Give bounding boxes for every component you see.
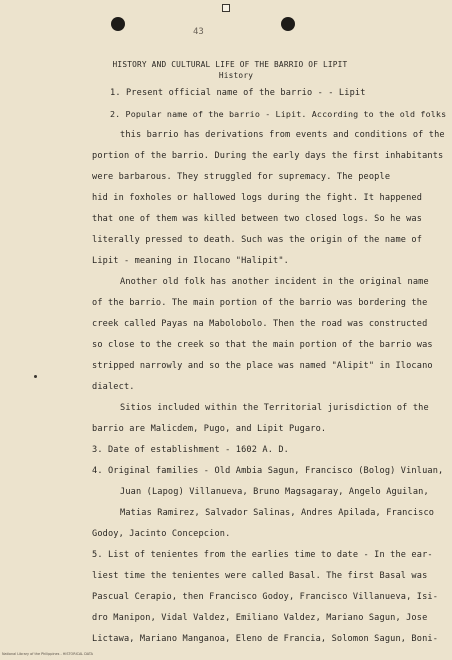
text-line: hid in foxholes or hallowed logs during the fight. It happened [92, 193, 423, 203]
text-line: 5. List of tenientes from the earlies time to date - In the ear- [92, 550, 433, 560]
text-line: 4. Original families - Old Ambia Sagun, Francisco (Bolog) Vinluan, [92, 466, 444, 476]
text-line: dialect. [92, 382, 135, 392]
text-line: 3. Date of establishment - 1602 A. D. [92, 445, 289, 455]
text-line: 2. Popular name of the barrio - Lipit. According to the old folks [110, 109, 447, 119]
text-line: that one of them was killed between two closed logs. So he was [92, 214, 423, 224]
text-line: Matias Ramirez, Salvador Salinas, Andres Apilada, Francisco [120, 508, 435, 518]
text-line: barrio are Malicdem, Pugo, and Lipit Pugaro. [92, 424, 327, 434]
text-line: liest time the tenientes were called Basal. The first Basal was [92, 571, 428, 581]
text-line: creek called Payas na Mabolobolo. Then the road was constructed [92, 319, 428, 329]
text-line: this barrio has derivations from events and conditions of the [120, 130, 445, 140]
punch-hole [111, 17, 125, 31]
text-line: of the barrio. The main portion of the barrio was bordering the [92, 298, 428, 308]
punch-hole [281, 17, 295, 31]
page-marker [222, 4, 230, 12]
text-line: 1. Present official name of the barrio - - Lipit [110, 88, 366, 98]
document-title: HISTORY AND CULTURAL LIFE OF THE BARRIO OF LIPIT [112, 60, 348, 69]
text-line: Another old folk has another incident in the original name [120, 277, 429, 287]
text-line: dro Manipon, Vidal Valdez, Emiliano Valdez, Mariano Sagun, Jose [92, 613, 428, 623]
text-line: literally pressed to death. Such was the origin of the name of [92, 235, 423, 245]
page-number: 43 [193, 27, 204, 37]
archive-footer: National Library of the Philippines - HISTORICAL DATA [2, 652, 93, 656]
text-line: Pascual Cerapio, then Francisco Godoy, Francisco Villanueva, Isi- [92, 592, 439, 602]
text-line: Lipit - meaning in Ilocano "Halipit". [92, 256, 289, 266]
text-line: so close to the creek so that the main portion of the barrio was [92, 340, 433, 350]
ink-dot [34, 375, 37, 378]
text-line: portion of the barrio. During the early days the first inhabitants [92, 151, 444, 161]
text-line: were barbarous. They struggled for supremacy. The people [92, 172, 391, 182]
text-line: Sitios included within the Territorial jurisdiction of the [120, 403, 429, 413]
document-subtitle: History [218, 71, 254, 80]
text-line: Lictawa, Mariano Manganoa, Eleno de Francia, Solomon Sagun, Boni- [92, 634, 439, 644]
text-line: stripped narrowly and so the place was named "Alipit" in Ilocano [92, 361, 433, 371]
text-line: Godoy, Jacinto Concepcion. [92, 529, 231, 539]
text-line: Juan (Lapog) Villanueva, Bruno Magsagaray, Angelo Aguilan, [120, 487, 429, 497]
